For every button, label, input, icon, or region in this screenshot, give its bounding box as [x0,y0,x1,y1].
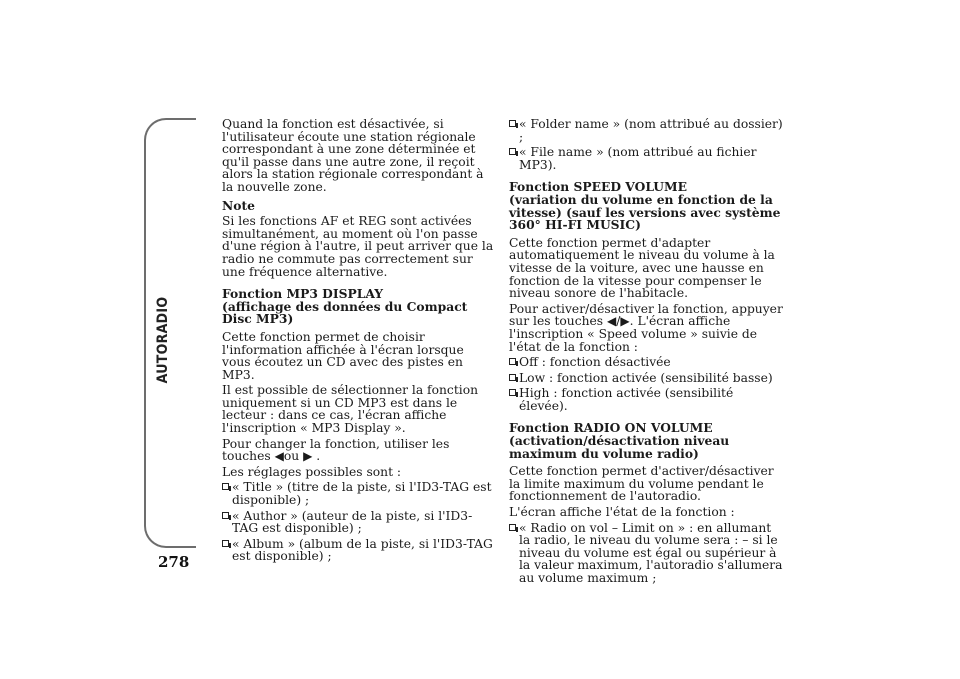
heading-title: Fonction SPEED VOLUME [509,179,687,195]
section-heading-mp3-display [222,288,494,326]
checkbox-bullet-icon [509,374,516,381]
checkbox-bullet-icon [222,540,229,547]
arrow-left-icon: ◀ [274,449,284,464]
heading-title: Fonction MP3 DISPLAY [222,286,384,302]
paragraph: L'écran affiche l'état de la fonction : [509,505,735,520]
paragraph: Cette fonction permet de choisir l'information affichée à l'écran lorsque vous écoutez un CD avec des pistes en MP3. [222,329,464,382]
options-list [222,481,494,563]
list-item: « Album » (album de la piste, si l'ID3-TAG est disponible) ; [222,538,494,563]
paragraph: Les réglages possibles sont : [222,464,402,479]
page-number: 278 [158,553,190,571]
list-item: « Radio on vol – Limit on » : en allumant la radio, le niveau du volume sera : – si le niveau du volume est égal ou supérieur à la valeur maximum, l'autoradio s'allumera au volume maximum ; [509,522,784,585]
checkbox-bullet-icon [509,389,516,396]
paragraph: Quand la fonction est désactivée, si l'utilisateur écoute une station régionale correspondant à une zone déterminée et qu'il passe dans une autre zone, il reçoit alors la station régionale correspondant à la nouvelle zone. [222,117,484,194]
paragraph: Il est possible de sélectionner la fonction uniquement si un CD MP3 est dans le lecteur : dans ce cas, l'écran affiche l'inscription « MP3 Display ». [222,383,479,436]
checkbox-bullet-icon [222,512,229,519]
paragraph: Cette fonction permet d'activer/désactiver la limite maximum du volume pendant le fonctionnement de l'autoradio. [509,464,774,504]
radio-options-list [509,522,784,585]
arrow-left-icon: ◀ [607,314,617,329]
list-item: High : fonction activée (sensibilité élevée). [509,387,784,412]
heading-subtitle: (affichage des données du Compact Disc MP3) [222,298,468,327]
arrow-right-icon: ▶ [620,314,630,329]
left-column [222,118,494,566]
list-item: Low : fonction activée (sensibilité basse) [509,372,784,385]
options-list [509,118,784,171]
checkbox-bullet-icon [509,524,516,531]
checkbox-bullet-icon [509,120,516,127]
heading-title: Fonction RADIO ON VOLUME [509,420,713,436]
section-heading-speed-volume [509,181,784,231]
checkbox-bullet-icon [509,148,516,155]
right-column [509,118,784,588]
heading-subtitle: (variation du volume en fonction de la vitesse) (sauf les versions avec système 360° HI-FI MUSIC) [509,191,781,233]
paragraph-change-function: Pour changer la fonction, utiliser les touches ◀ou ▶ . [222,436,450,464]
list-item: Off : fonction désactivée [509,356,784,369]
speed-options-list [509,356,784,412]
paragraph-speed-keys: Pour activer/désactiver la fonction, appuyer sur les touches ◀/▶. L'écran affiche l'inscription « Speed volume » suivie de l'état de la fonction : [509,301,783,354]
checkbox-bullet-icon [509,358,516,365]
note-text: Si les fonctions AF et REG sont activées simultanément, au moment où l'on passe d'une région à l'autre, il peut arriver que la radio ne commute pas correctement sur une fréquence alternative. [222,214,494,279]
list-item: « Author » (auteur de la piste, si l'ID3-TAG est disponible) ; [222,510,494,535]
section-label: AUTORADIO [155,296,171,384]
list-item: « File name » (nom attribué au fichier MP3). [509,146,784,171]
section-heading-radio-on-volume [509,422,784,460]
heading-subtitle: (activation/désactivation niveau maximum du volume radio) [509,433,730,461]
note-heading: Note [222,197,255,213]
list-item: « Title » (titre de la piste, si l'ID3-TAG est disponible) ; [222,481,494,506]
list-item: « Folder name » (nom attribué au dossier) ; [509,118,784,143]
checkbox-bullet-icon [222,483,229,490]
paragraph: Cette fonction permet d'adapter automatiquement le niveau du volume à la vitesse de la voiture, avec une hausse en fonction de la vitesse pour compenser le niveau sonore de l'habitacle. [509,235,775,301]
arrow-right-icon: ▶ [303,449,313,464]
